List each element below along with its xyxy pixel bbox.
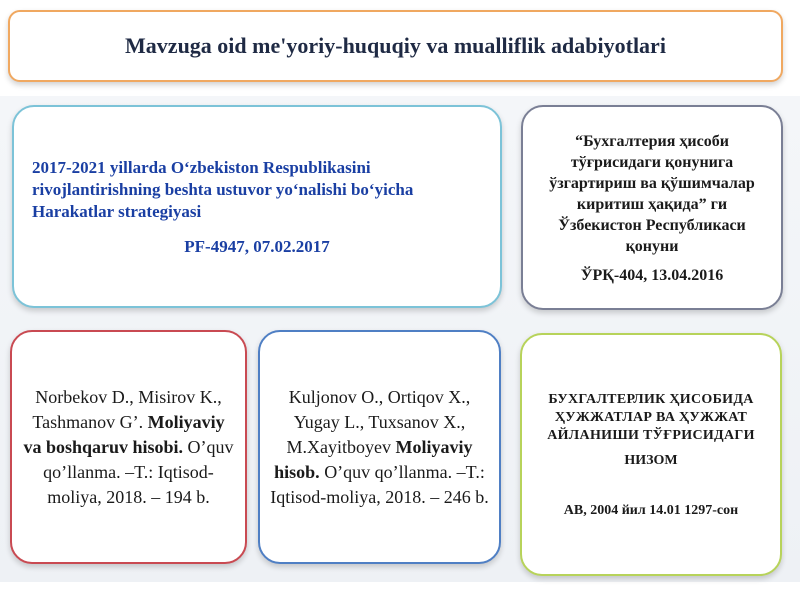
book1-title: Moliyaviy va boshqaruv hisobi. (23, 411, 225, 457)
regulation-box (520, 333, 782, 576)
page-title: Mavzuga oid me'yoriy-huquqiy va mualliflik adabiyotlari (125, 33, 666, 58)
book2-details: O’quv qo’llanma. –T.: Iqtisod-moliya, 2018. – 246 b. (270, 461, 489, 507)
law-code: ЎРҚ-404, 13.04.2016 (580, 266, 724, 284)
law-box (521, 105, 783, 310)
book1-box (10, 330, 247, 564)
regulation-subtitle: НИЗОМ (624, 452, 678, 468)
book2-box (258, 330, 501, 564)
book2-title: Moliyaviy hisob. (274, 436, 473, 482)
book1-authors: Norbekov D., Misirov K., Tashmanov G’. (32, 386, 222, 432)
book2-authors: Kuljonov O., Ortiqov X., Yugay L., Tuxsanov X., M.Xayitboyev (286, 386, 471, 457)
law-text: “Бухгалтерия ҳисоби тўғрисидаги қонунига ўзгартириш ва қўшимчалар киритиш ҳақида” ги Ўзбекистон Республикаси қонуни (549, 132, 755, 255)
strategy-code: PF-4947, 07.02.2017 (184, 236, 330, 256)
strategy-text: 2017-2021 yillarda O‘zbekiston Respublikasini rivojlantirishning beshta ustuvor yo‘nalishi bo‘yicha Harakatlar strategiyasi (32, 157, 414, 221)
regulation-text: БУХГАЛТЕРЛИК ҲИСОБИДА ҲУЖЖАТЛАР ВА ҲУЖЖАТ АЙЛАНИШИ ТЎҒРИСИДАГИ (547, 391, 755, 443)
strategy-box (12, 105, 502, 308)
book1-details: O’quv qo’llanma. –T.: Iqtisod-moliya, 2018. – 194 b. (43, 436, 234, 507)
regulation-code: АВ, 2004 йил 14.01 1297-сон (563, 502, 739, 518)
title-box (8, 10, 783, 82)
